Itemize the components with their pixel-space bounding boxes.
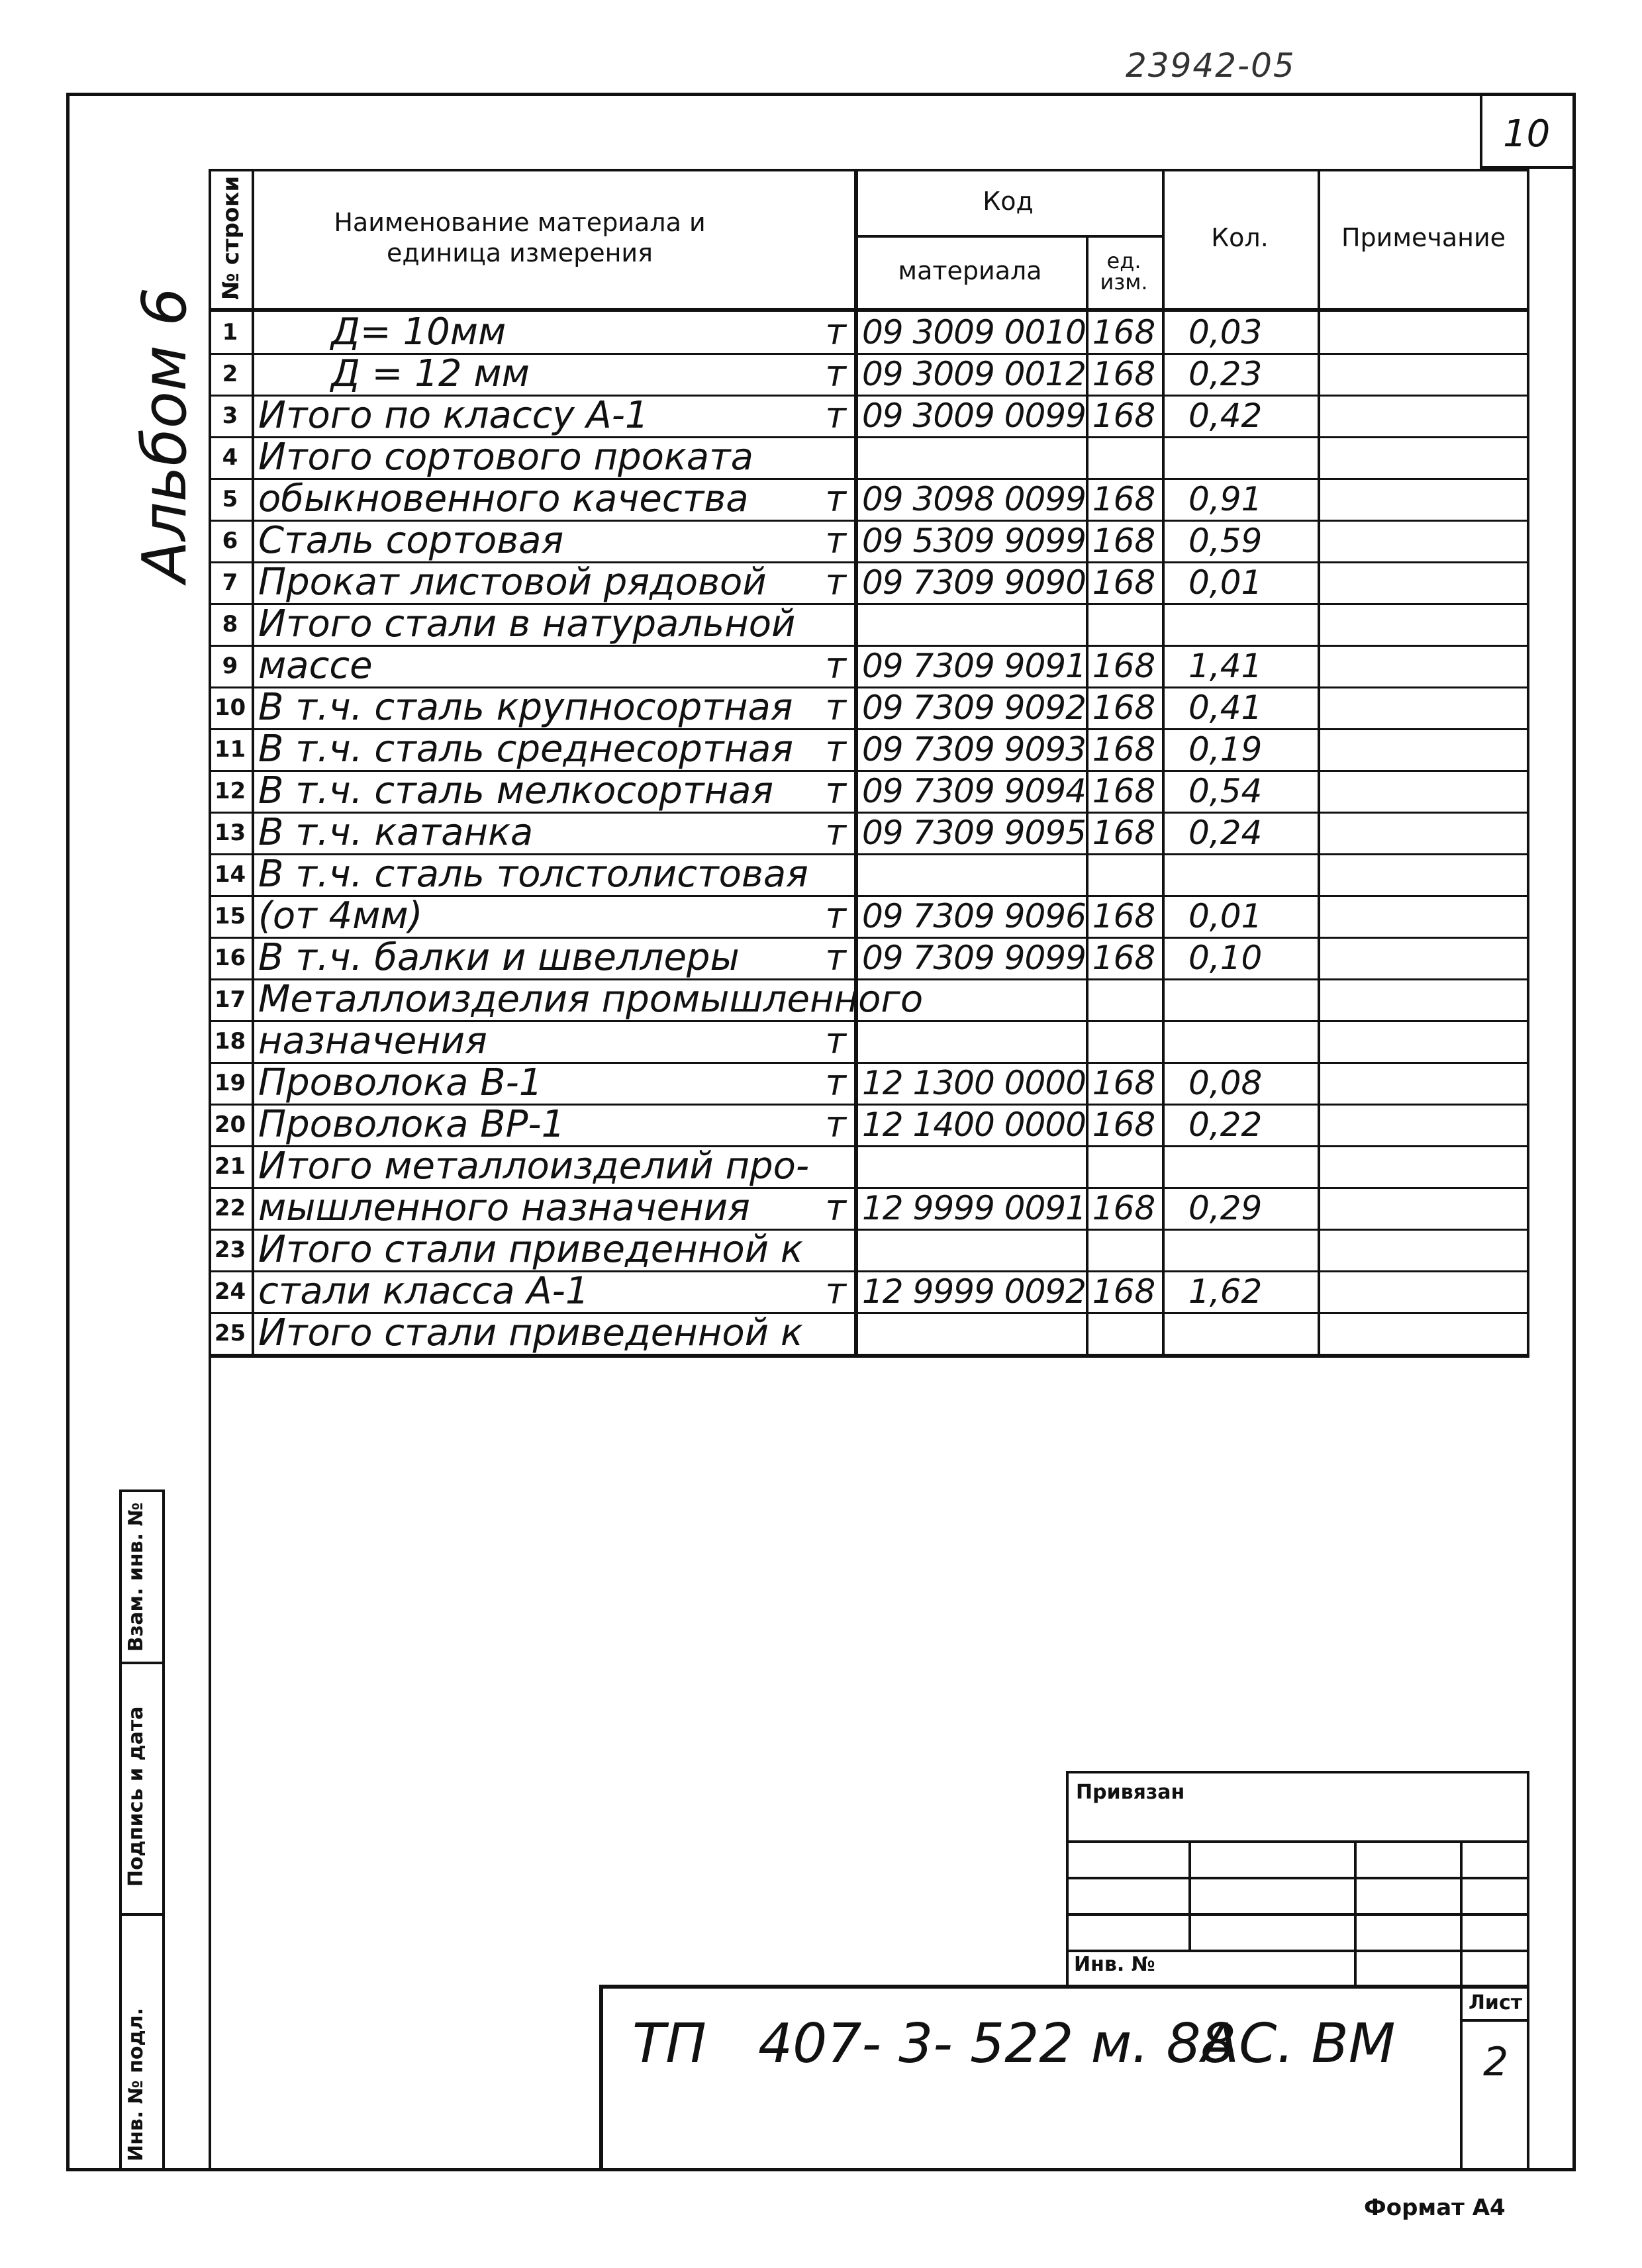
unit-code: 168	[1092, 354, 1156, 393]
material-name: Металлоизделия промышленного	[258, 978, 924, 1021]
unit-code: 168	[1092, 479, 1156, 518]
material-code: 09 3009 0012	[862, 354, 1086, 393]
note-cell	[1318, 1312, 1529, 1354]
material-name: В т.ч. сталь крупносортная	[258, 686, 793, 729]
quantity: 0,10	[1188, 938, 1263, 977]
unit-mark: т	[825, 1187, 846, 1229]
material-code: 12 1400 0000	[862, 1105, 1086, 1144]
material-code: 12 1300 0000	[862, 1063, 1086, 1102]
unit-mark	[801, 1312, 854, 1354]
note-cell	[1318, 812, 1529, 853]
unit-code	[1086, 1020, 1162, 1062]
unit-mark: т	[825, 812, 846, 853]
unit-mark	[801, 603, 854, 645]
header-code-unit: ед. изм.	[1100, 248, 1148, 295]
unit-mark: т	[825, 1062, 846, 1104]
material-name: обыкновенного качества	[258, 477, 749, 520]
unit-code: 168	[1092, 938, 1156, 977]
unit-code: 168	[1092, 813, 1156, 852]
row-number: 3	[222, 402, 238, 429]
unit-code	[1086, 1145, 1162, 1187]
quantity: 0,01	[1188, 896, 1263, 935]
row-number: 21	[214, 1153, 246, 1180]
row-number: 11	[214, 735, 246, 763]
note-cell	[1318, 478, 1529, 520]
material-name: массе	[258, 644, 373, 687]
unit-mark	[801, 436, 854, 478]
unit-code: 168	[1092, 312, 1156, 352]
material-name: Прокат листовой рядовой	[258, 561, 767, 604]
unit-code	[1086, 978, 1162, 1020]
note-cell	[1318, 728, 1529, 770]
document-number: ТП 407- 3- 522 м. 88	[632, 2012, 1235, 2075]
unit-mark: т	[825, 395, 846, 436]
note-cell	[1318, 645, 1529, 686]
material-code	[854, 603, 1086, 645]
row-number: 8	[222, 610, 238, 638]
material-name: Итого по классу А-1	[258, 394, 649, 437]
unit-mark: т	[825, 728, 846, 770]
note-cell	[1318, 1104, 1529, 1145]
row-number: 20	[214, 1111, 246, 1138]
unit-mark: т	[825, 1020, 846, 1062]
unit-mark	[801, 978, 854, 1020]
note-cell	[1318, 520, 1529, 561]
unit-mark: т	[825, 520, 846, 561]
row-number: 23	[214, 1236, 246, 1263]
material-code: 09 7309 9092	[862, 688, 1086, 727]
note-cell	[1318, 937, 1529, 978]
row-number: 15	[214, 902, 246, 929]
quantity	[1162, 603, 1318, 645]
note-cell	[1318, 436, 1529, 478]
note-cell	[1318, 686, 1529, 728]
quantity: 0,19	[1188, 730, 1263, 769]
material-code: 12 9999 0092	[862, 1272, 1086, 1311]
archive-stamp: 23942-05	[1126, 46, 1296, 85]
unit-mark: т	[825, 770, 846, 812]
quantity: 0,01	[1188, 563, 1263, 602]
stamp-strip-line	[119, 1662, 165, 1664]
material-name: В т.ч. сталь толстолистовая	[258, 853, 808, 896]
material-code	[854, 1312, 1086, 1354]
row-number: 25	[214, 1319, 246, 1347]
quantity: 0,91	[1188, 479, 1263, 518]
inv-no-label: Инв. №	[1074, 1953, 1155, 1976]
unit-code: 168	[1092, 563, 1156, 602]
note-cell	[1318, 1062, 1529, 1104]
material-code: 09 3009 0010	[862, 312, 1086, 352]
unit-code: 168	[1092, 896, 1156, 935]
unit-code: 168	[1092, 1272, 1156, 1311]
material-code: 09 3009 0099	[862, 396, 1086, 435]
quantity: 0,54	[1188, 771, 1263, 810]
row-number: 13	[214, 819, 246, 846]
material-name: назначения	[258, 1019, 487, 1063]
unit-mark: т	[825, 353, 846, 395]
quantity	[1162, 978, 1318, 1020]
stamp-strip-line	[119, 1913, 165, 1916]
material-name: В т.ч. сталь среднесортная	[258, 728, 794, 771]
row-number: 22	[214, 1194, 246, 1221]
format-label: Формат А4	[1364, 2195, 1506, 2221]
material-code: 09 7309 9091	[862, 646, 1086, 685]
quantity: 0,08	[1188, 1063, 1263, 1102]
note-cell	[1318, 1020, 1529, 1062]
album-label: Альбом 6	[129, 287, 200, 583]
unit-mark	[801, 853, 854, 895]
material-code: 09 7309 9096	[862, 896, 1086, 935]
note-cell	[1318, 895, 1529, 937]
material-code: 09 3098 0099	[862, 479, 1086, 518]
material-code	[854, 1145, 1086, 1187]
row-number: 6	[222, 527, 238, 554]
quantity	[1162, 1229, 1318, 1270]
row-number: 10	[214, 694, 246, 721]
unit-code	[1086, 853, 1162, 895]
material-name: Итого металлоизделий про-	[258, 1145, 810, 1188]
material-code	[854, 1229, 1086, 1270]
material-name: Итого стали приведенной к	[258, 1228, 803, 1271]
material-code	[854, 978, 1086, 1020]
sign-date-label: Подпись и дата	[124, 1706, 148, 1887]
header-qty: Кол.	[1211, 223, 1269, 253]
quantity	[1162, 436, 1318, 478]
unit-mark: т	[825, 1104, 846, 1145]
quantity	[1162, 853, 1318, 895]
quantity: 1,41	[1188, 646, 1263, 685]
row-number: 2	[222, 360, 238, 387]
material-name: Итого стали приведенной к	[258, 1311, 803, 1354]
note-cell	[1318, 1229, 1529, 1270]
material-code: 09 7309 9099	[862, 938, 1086, 977]
material-code	[854, 436, 1086, 478]
unit-code: 168	[1092, 1105, 1156, 1144]
unit-code: 168	[1092, 1188, 1156, 1227]
material-code: 09 5309 9099	[862, 521, 1086, 560]
row-number: 9	[222, 652, 238, 679]
quantity: 0,41	[1188, 688, 1263, 727]
quantity: 0,24	[1188, 813, 1263, 852]
material-name: стали класса А-1	[258, 1270, 589, 1313]
unit-code: 168	[1092, 1063, 1156, 1102]
material-name: Проволока ВР-1	[258, 1103, 565, 1146]
material-name: Итого стали в натуральной	[258, 602, 796, 645]
note-cell	[1318, 1187, 1529, 1229]
unit-mark: т	[825, 686, 846, 728]
unit-code	[1086, 436, 1162, 478]
corner-box-line	[1480, 93, 1482, 169]
quantity: 0,29	[1188, 1188, 1263, 1227]
header-name: Наименование материала и единица измерения	[334, 208, 706, 267]
unit-code: 168	[1092, 730, 1156, 769]
row-number: 24	[214, 1278, 246, 1305]
unit-mark: т	[825, 561, 846, 603]
privyazan-label: Привязан	[1076, 1781, 1185, 1804]
note-cell	[1318, 978, 1529, 1020]
row-number: 1	[222, 318, 238, 346]
material-name: Д = 12 мм	[331, 352, 530, 395]
note-cell	[1318, 770, 1529, 812]
material-name: Сталь сортовая	[258, 519, 564, 562]
sheet-number: 2	[1483, 2039, 1509, 2085]
note-cell	[1318, 1270, 1529, 1312]
sheet-label: Лист	[1469, 1991, 1523, 2014]
row-number: 17	[214, 986, 246, 1013]
unit-mark: т	[825, 1270, 846, 1312]
material-code: 09 7309 9094	[862, 771, 1086, 810]
material-name: Итого сортового проката	[258, 436, 753, 479]
row-number: 14	[214, 861, 246, 888]
unit-mark: т	[825, 937, 846, 978]
unit-mark	[801, 1145, 854, 1187]
unit-code	[1086, 603, 1162, 645]
unit-mark: т	[825, 645, 846, 686]
quantity: 0,22	[1188, 1105, 1263, 1144]
row-number: 19	[214, 1069, 246, 1096]
material-name: (от 4мм)	[258, 894, 423, 937]
quantity	[1162, 1020, 1318, 1062]
row-number: 16	[214, 944, 246, 971]
stamp-strip-line	[119, 1489, 122, 2171]
note-cell	[1318, 353, 1529, 395]
stamp-strip-line	[162, 1489, 165, 2171]
document-mark: АС. ВМ	[1202, 2012, 1396, 2075]
header-code: Код	[983, 187, 1034, 216]
unit-code	[1086, 1312, 1162, 1354]
material-name: Проволока В-1	[258, 1061, 543, 1104]
row-number: 18	[214, 1027, 246, 1055]
row-number: 5	[222, 485, 238, 512]
unit-mark	[801, 1229, 854, 1270]
unit-code: 168	[1092, 646, 1156, 685]
quantity: 0,23	[1188, 354, 1263, 393]
note-cell	[1318, 603, 1529, 645]
material-code	[854, 1020, 1086, 1062]
unit-mark: т	[825, 311, 846, 353]
material-name: Д= 10мм	[331, 310, 507, 354]
header-code-material: материала	[898, 256, 1042, 286]
note-cell	[1318, 561, 1529, 603]
note-cell	[1318, 395, 1529, 436]
header-row-no: № строки	[218, 175, 244, 300]
unit-code: 168	[1092, 771, 1156, 810]
row-number: 12	[214, 777, 246, 804]
note-cell	[1318, 1145, 1529, 1187]
material-name: В т.ч. катанка	[258, 811, 534, 854]
quantity: 0,59	[1188, 521, 1263, 560]
material-name: В т.ч. сталь мелкосортная	[258, 769, 774, 812]
quantity: 0,42	[1188, 396, 1263, 435]
note-cell	[1318, 853, 1529, 895]
material-code: 09 7309 9090	[862, 563, 1086, 602]
material-code: 09 7309 9095	[862, 813, 1086, 852]
unit-code: 168	[1092, 521, 1156, 560]
quantity	[1162, 1145, 1318, 1187]
quantity: 1,62	[1188, 1272, 1263, 1311]
material-code	[854, 853, 1086, 895]
vzam-inv-label: Взам. инв. №	[124, 1502, 148, 1652]
material-code: 12 9999 0091	[862, 1188, 1086, 1227]
header-note: Примечание	[1341, 223, 1506, 253]
unit-mark: т	[825, 478, 846, 520]
row-number: 7	[222, 569, 238, 596]
stamp-strip-line	[119, 1489, 165, 1492]
page-corner-number: 10	[1503, 113, 1551, 156]
unit-code: 168	[1092, 688, 1156, 727]
note-cell	[1318, 311, 1529, 353]
unit-code	[1086, 1229, 1162, 1270]
unit-code: 168	[1092, 396, 1156, 435]
material-name: мышленного назначения	[258, 1186, 750, 1229]
material-code: 09 7309 9093	[862, 730, 1086, 769]
material-name: В т.ч. балки и швеллеры	[258, 936, 740, 979]
quantity: 0,03	[1188, 312, 1263, 352]
row-number: 4	[222, 444, 238, 471]
unit-mark: т	[825, 895, 846, 937]
quantity	[1162, 1312, 1318, 1354]
inv-podl-label: Инв. № подл.	[124, 2007, 148, 2161]
